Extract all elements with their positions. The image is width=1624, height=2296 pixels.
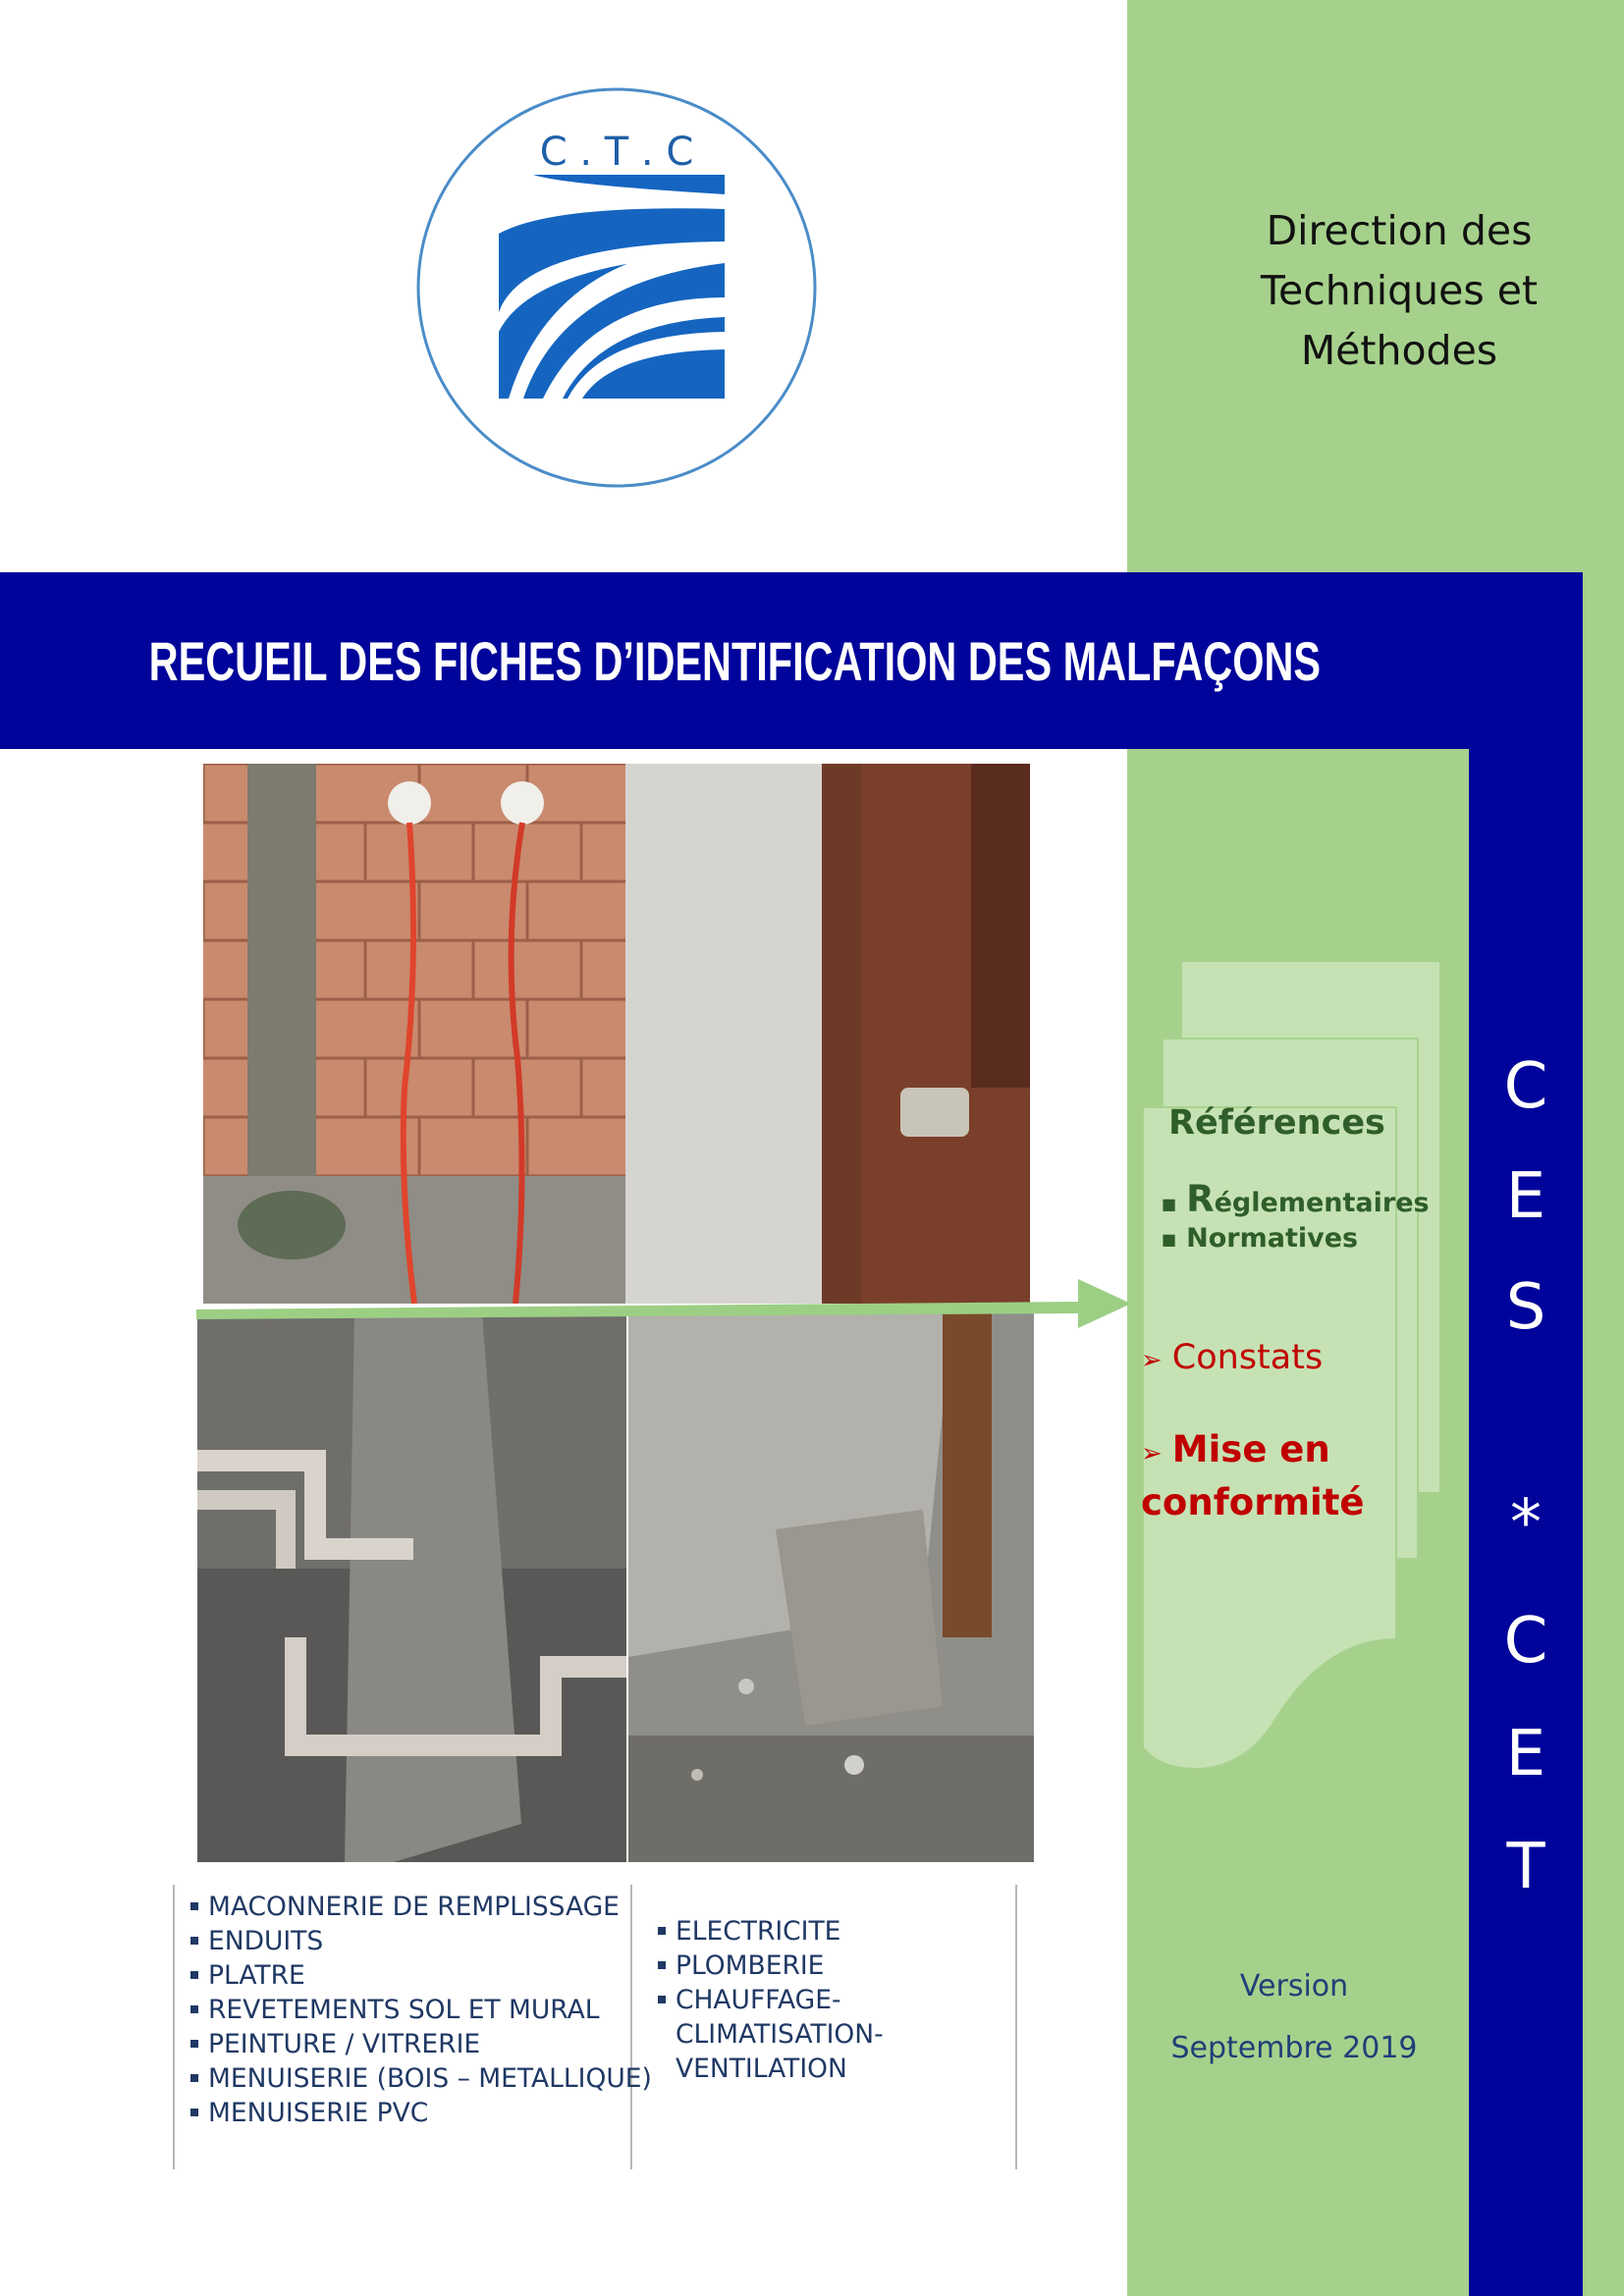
vertical-letter: S	[1505, 1271, 1546, 1344]
reference-reglementaires-rest: églementaires	[1214, 1188, 1430, 1218]
reference-reglementaires-initial: R	[1186, 1178, 1215, 1220]
version-label: Version	[1239, 1969, 1349, 2003]
list-item: ELECTRICITE	[658, 1914, 884, 1949]
photo-plumbing-pipes	[197, 1313, 626, 1862]
vertical-letter: *	[1510, 1487, 1542, 1560]
vertical-letter: E	[1505, 1160, 1546, 1233]
direction-text	[1208, 201, 1591, 381]
list-item-continuation: VENTILATION	[676, 2054, 847, 2084]
references-title: Références	[1168, 1103, 1385, 1143]
trades-list-left	[190, 1890, 652, 2130]
green-arrow	[196, 1274, 1131, 1333]
vertical-letter: C	[1503, 1605, 1548, 1678]
divider	[173, 1885, 175, 2169]
photo-brick-wall	[203, 764, 625, 1304]
reference-reglementaires	[1162, 1178, 1430, 1220]
svg-text:C . T . C: C . T . C	[539, 130, 694, 175]
ctc-logo	[415, 86, 818, 489]
reference-normatives-label: Normatives	[1186, 1223, 1359, 1254]
list-item: CHAUFFAGE-	[658, 1983, 884, 2017]
reference-normatives	[1162, 1223, 1358, 1254]
direction-line-1: Direction des	[1266, 207, 1533, 254]
list-item: PLOMBERIE	[658, 1949, 884, 1983]
vertical-letter: C	[1503, 1050, 1548, 1123]
list-item: MENUISERIE PVC	[190, 2096, 652, 2130]
direction-line-3: Méthodes	[1300, 327, 1498, 374]
list-item: PEINTURE / VITRERIE	[190, 2027, 652, 2061]
square-bullet-icon: ■	[1162, 1230, 1177, 1249]
arrowhead-icon: ➢	[1141, 1439, 1163, 1468]
version-date: Septembre 2019	[1170, 2031, 1418, 2065]
photo-door-frame	[625, 764, 1030, 1304]
list-item: MENUISERIE (BOIS – METALLIQUE)	[190, 2061, 652, 2096]
constats-label: Constats	[1171, 1338, 1324, 1377]
title-banner	[0, 572, 1469, 749]
vertical-letter: T	[1506, 1831, 1545, 1903]
list-item: PLATRE	[190, 1958, 652, 1993]
constats-item	[1141, 1338, 1323, 1377]
vertical-letter: E	[1505, 1718, 1546, 1790]
trades-list-right	[658, 1914, 884, 2086]
mise-en-conformite-label: Mise en conformité	[1141, 1428, 1365, 1523]
blue-vertical-stripe	[1469, 572, 1583, 2296]
photo-floor-tiles	[628, 1313, 1034, 1862]
divider	[1015, 1885, 1017, 2169]
square-bullet-icon: ■	[1162, 1195, 1177, 1213]
list-item: ENDUITS	[190, 1924, 652, 1958]
list-item: MACONNERIE DE REMPLISSAGE	[190, 1890, 652, 1924]
mise-en-conformite-item	[1141, 1425, 1435, 1527]
direction-line-2: Techniques et	[1260, 267, 1539, 314]
trades-list-box	[173, 1885, 1017, 2169]
list-item: REVETEMENTS SOL ET MURAL	[190, 1993, 652, 2027]
list-item-continuation: CLIMATISATION-	[676, 2019, 884, 2050]
arrowhead-icon: ➢	[1141, 1346, 1163, 1375]
document-title: RECUEIL DES FICHES D’IDENTIFICATION DES MALFAÇONS	[148, 629, 1321, 692]
